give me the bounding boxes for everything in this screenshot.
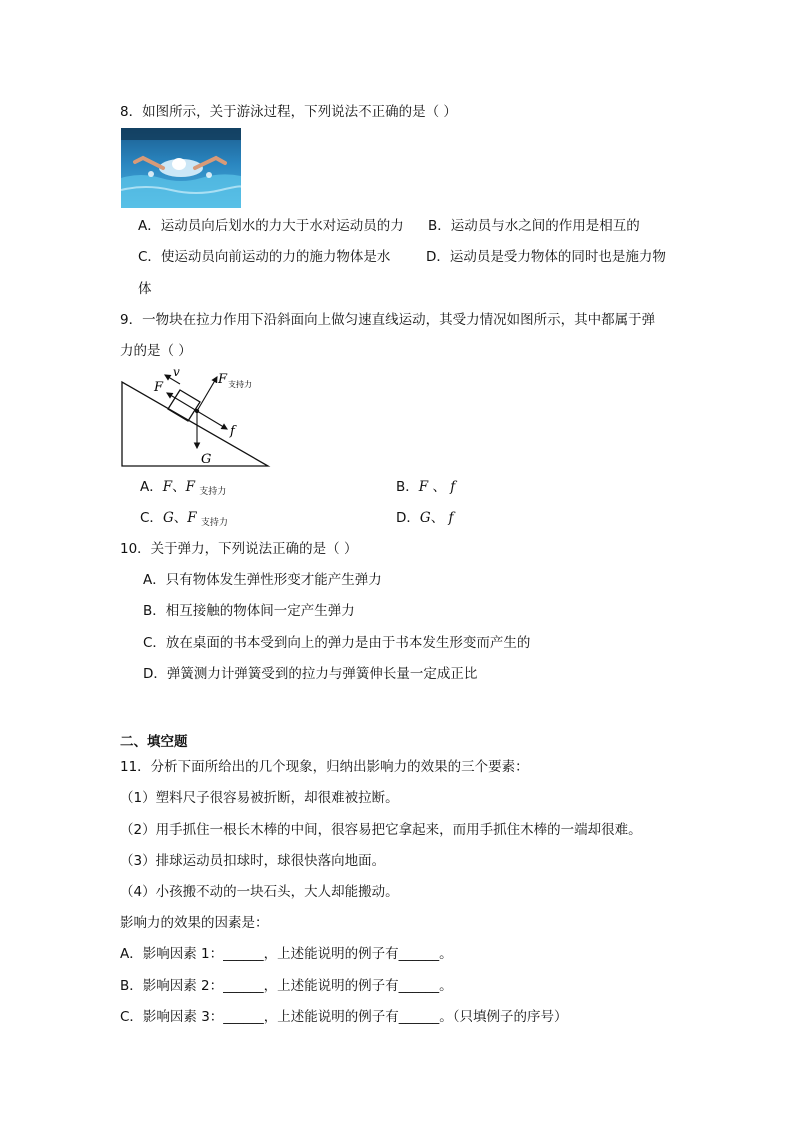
label-f-pull: F (154, 380, 164, 395)
q8-option-d-continued: 体 (138, 281, 152, 297)
q11-item-1: （1）塑料尺子很容易被折断，却很难被拉断。 (120, 790, 399, 806)
q11-item-2: （2）用手抓住一根长木棒的中间，很容易把它拿起来，而用手抓住木棒的一端却很难。 (120, 822, 642, 838)
q9-b-sep: 、 (432, 479, 446, 495)
q10-option-d: D．弹簧测力计弹簧受到的拉力与弹簧伸长量一定成正比 (143, 666, 478, 682)
q9-d-var1: G (419, 510, 431, 526)
q9-c-prefix: C． (140, 510, 163, 526)
q9-stem-line1: 9．一物块在拉力作用下沿斜面向上做匀速直线运动，其受力情况如图所示，其中都属于弹 (120, 312, 656, 328)
q11-blank-a: A．影响因素 1：______，上述能说明的例子有______。 (120, 946, 453, 962)
q11-item-3: （3）排球运动员扣球时，球很快落向地面。 (120, 853, 386, 869)
swimmer-photo-graphic (121, 128, 241, 208)
q11-factors-intro: 影响力的效果的因素是： (120, 915, 269, 931)
support-force-arrow (197, 377, 217, 411)
q9-option-b (396, 478, 455, 496)
q9-a-var2: F (185, 479, 195, 495)
q9-a-sub: 支持力 (199, 487, 227, 497)
q9-d-prefix: D． (396, 510, 420, 526)
q9-a-prefix: A． (140, 479, 163, 495)
label-g: G (201, 452, 212, 467)
q9-b-prefix: B． (396, 479, 419, 495)
q9-b-var2: f (450, 479, 456, 495)
incline-force-diagram-graphic (118, 364, 278, 470)
incline-force-diagram (118, 364, 278, 470)
q9-b-var1: F (418, 479, 429, 495)
q9-option-d (396, 509, 454, 527)
pull-force-arrow (167, 393, 197, 411)
swimmer-photo (121, 128, 241, 208)
q9-c-sep: 、 (173, 510, 188, 526)
label-v: v (173, 365, 180, 379)
q9-option-c (140, 509, 228, 532)
q11-item-4: （4）小孩搬不动的一块石头，大人却能搬动。 (120, 884, 399, 900)
q9-d-var2: f (448, 510, 454, 526)
friction-arrow (197, 411, 227, 429)
q8-option-b: B．运动员与水之间的作用是相互的 (428, 218, 640, 234)
q8-stem: 8．如图所示，关于游泳过程，下列说法不正确的是（ ） (120, 104, 457, 120)
q11-blank-b: B．影响因素 2：______，上述能说明的例子有______。 (120, 978, 453, 994)
q9-a-sep: 、 (172, 479, 186, 495)
q9-option-a (140, 478, 226, 501)
q10-option-c: C．放在桌面的书本受到向上的弹力是由于书本发生形变而产生的 (143, 635, 531, 651)
q9-c-sub: 支持力 (200, 518, 228, 528)
q8-option-c: C．使运动员向前运动的力的施力物体是水 (138, 249, 391, 265)
label-f-friction: f (230, 424, 235, 439)
q8-option-d: D．运动员是受力物体的同时也是施力物 (426, 249, 666, 265)
label-f-support: F (218, 372, 228, 387)
block (168, 390, 200, 421)
section-heading-fill-in: 二、填空题 (120, 734, 188, 750)
q10-option-b: B．相互接触的物体间一定产生弹力 (143, 603, 355, 619)
q10-stem: 10．关于弹力，下列说法正确的是（ ） (120, 541, 358, 557)
incline-triangle (122, 382, 268, 466)
label-f-support-sub: 支持力 (228, 380, 252, 389)
q8-option-a: A．运动员向后划水的力大于水对运动员的力 (138, 218, 404, 234)
q9-d-sep: 、 (430, 510, 445, 526)
q11-stem: 11．分析下面所给出的几个现象，归纳出影响力的效果的三个要素： (120, 759, 529, 775)
q9-c-var1: G (162, 510, 174, 526)
q9-c-var2: F (187, 510, 197, 526)
q10-option-a: A．只有物体发生弹性形变才能产生弹力 (143, 572, 382, 588)
q9-a-var1: F (162, 479, 173, 495)
q11-blank-c: C．影响因素 3：______，上述能说明的例子有______。（只填例子的序号） (120, 1009, 568, 1025)
q9-stem-line2: 力的是（ ） (120, 343, 192, 359)
